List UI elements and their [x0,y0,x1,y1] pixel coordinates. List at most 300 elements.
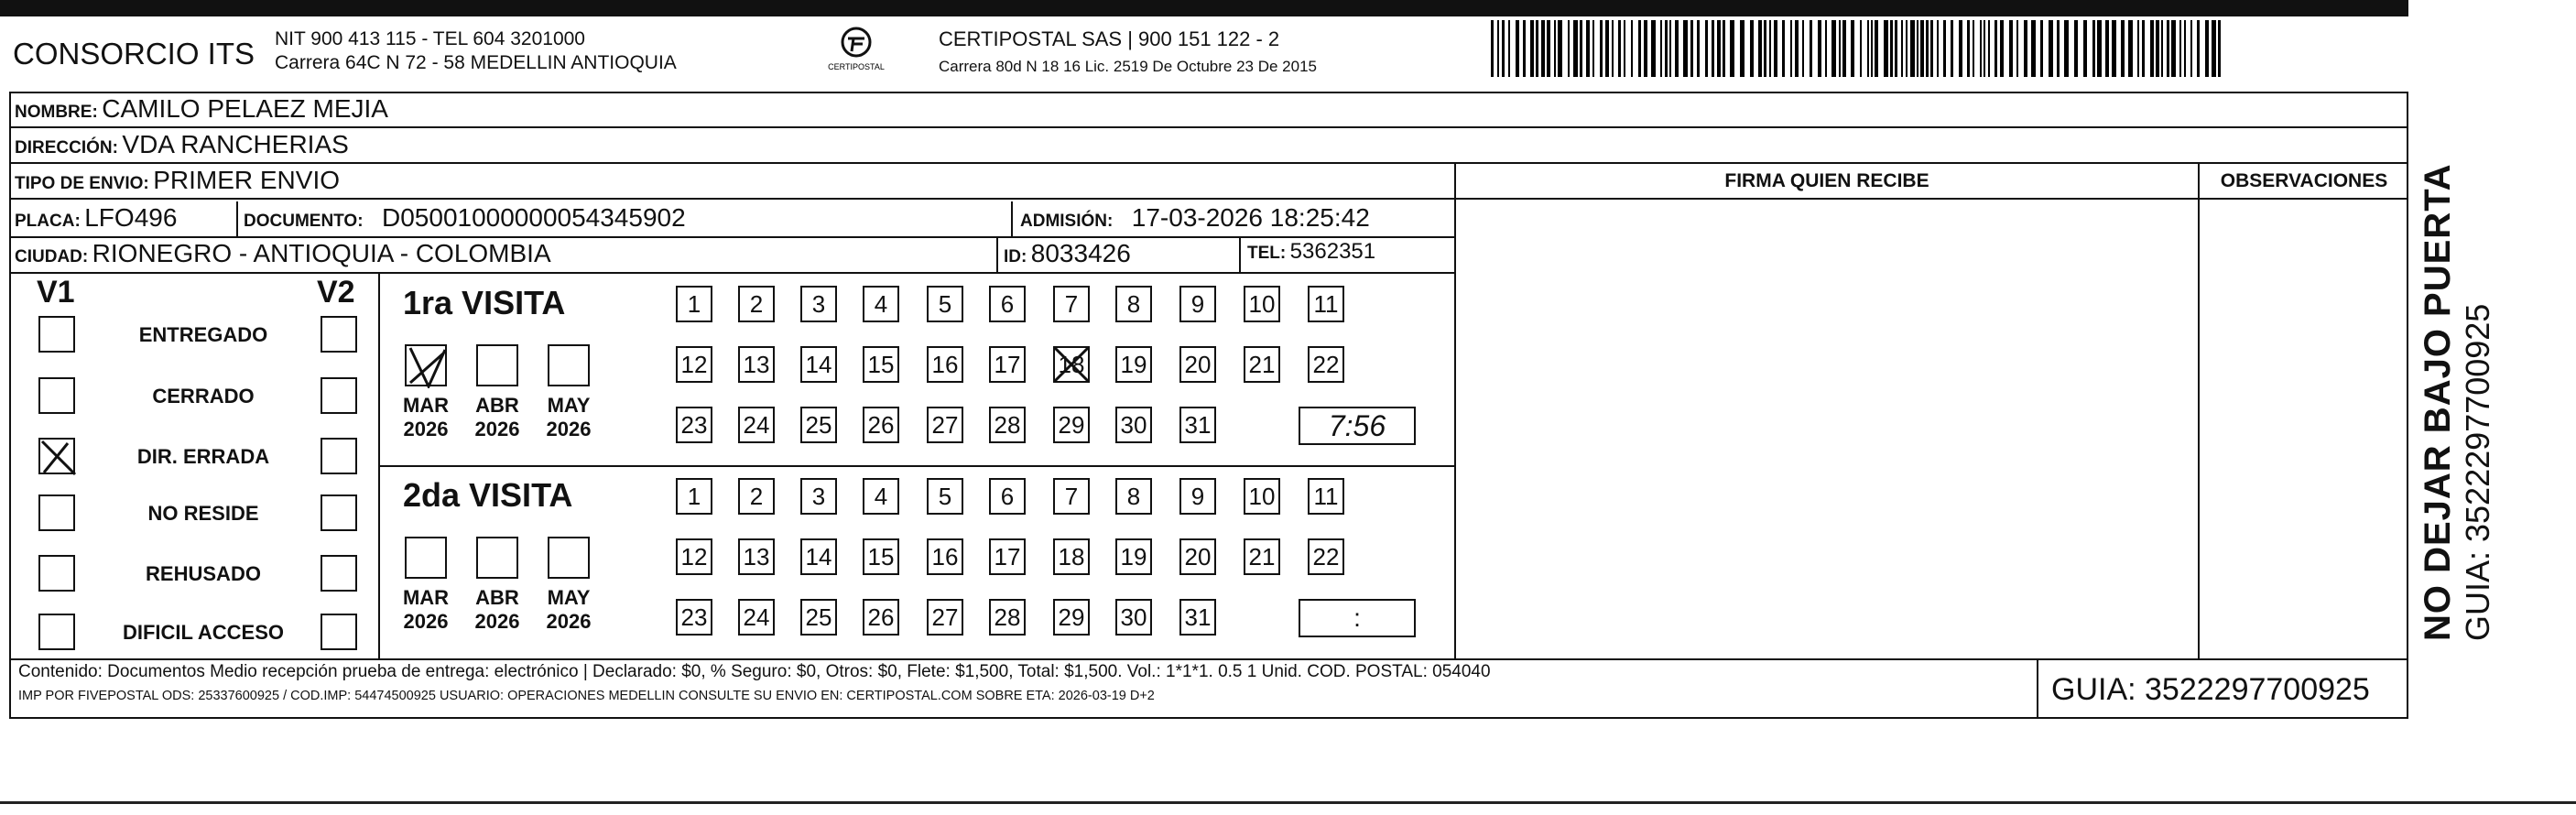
month-checkbox[interactable] [476,344,518,386]
direccion-row [15,130,349,159]
day-box[interactable] [1053,286,1090,322]
day-number: 18 [1058,543,1085,570]
v2-header: V2 [317,275,355,310]
day-number: 11 [1313,483,1339,510]
month-checkbox[interactable] [405,344,447,386]
barcode-bar [2184,20,2186,77]
barcode-bar [1541,20,1545,77]
day-box[interactable] [1308,346,1344,383]
barcode-bar [1810,20,1812,77]
barcode-bar [1790,20,1792,77]
day-box[interactable] [800,346,837,383]
barcode-bar [2167,20,2169,77]
status-v1-checkbox[interactable] [38,316,75,353]
day-number: 22 [1312,543,1340,570]
barcode-bar [1523,20,1526,77]
observaciones-header: OBSERVACIONES [2220,170,2388,191]
day-box[interactable] [738,407,775,443]
barcode-bar [1988,20,1990,77]
barcode-bar [1705,20,1708,77]
barcode-bar [1884,20,1888,77]
month-checkbox[interactable] [476,537,518,579]
barcode-bar [2156,20,2159,77]
day-number: 31 [1184,603,1212,631]
barcode-bar [1712,20,1714,77]
barcode-bar [1586,20,1590,77]
barcode-bar [1917,20,1918,77]
day-box[interactable] [1244,286,1280,322]
day-box[interactable] [1115,478,1152,515]
day-box[interactable] [800,599,837,636]
day-box[interactable] [676,346,712,383]
month-name: ABR [475,586,519,609]
day-number: 14 [805,351,832,378]
day-box[interactable] [1179,286,1216,322]
day-number: 11 [1313,290,1339,318]
day-number: 3 [811,483,826,510]
month-label [394,586,458,634]
firma-header: FIRMA QUIEN RECIBE [1724,170,1929,191]
barcode-bar [1937,20,1939,77]
barcode-bar [1774,20,1777,77]
day-box[interactable] [738,286,775,322]
day-box[interactable] [989,599,1026,636]
day-box[interactable] [927,286,963,322]
id-value: 8033426 [1030,239,1131,267]
divider [9,658,2408,660]
month-label [465,394,529,441]
admision-label: ADMISIÓN: [1020,212,1114,231]
day-box[interactable] [800,286,837,322]
barcode-bar [2074,20,2078,77]
status-v2-checkbox[interactable] [321,614,357,650]
day-number: 26 [867,411,895,439]
barcode-bar [1592,20,1594,77]
day-number: 4 [874,483,888,510]
contenido-line: Contenido: Documentos Medio recepción prueba de entrega: electrónico | Declarado: $0, % Seguro: $0, Otros: $0, Flete: $1,500, Total: $1,500. Vol.: 1*1*1. 0.5 1 Unid. COD. POSTAL: 054040 [18,662,1491,681]
tipo-value: PRIMER ENVIO [153,166,341,194]
status-label: CERRADO [152,385,255,408]
day-box[interactable] [1308,538,1344,575]
v1-header: V1 [37,275,75,310]
day-number: 25 [805,411,832,439]
barcode-bar [1497,20,1499,77]
tel-field [1247,239,1375,265]
day-box[interactable] [927,599,963,636]
month-name: ABR [475,394,519,417]
status-v2-checkbox[interactable] [321,316,357,353]
barcode-bar [1547,20,1550,77]
barcode-bar [1717,20,1721,77]
status-label: DIR. ERRADA [136,445,270,468]
divider [1239,236,1241,272]
day-box[interactable] [1179,538,1216,575]
barcode-bar [1851,20,1854,77]
barcode-bar [1644,20,1647,77]
certipostal-logo [824,24,888,77]
day-number: 24 [743,603,770,631]
day-box[interactable] [1115,538,1152,575]
day-number: 5 [938,483,952,510]
month-name: MAY [547,394,591,417]
day-box[interactable] [676,478,712,515]
status-v2-checkbox[interactable] [321,377,357,414]
day-box[interactable] [989,538,1026,575]
barcode-bar [1984,20,1985,77]
day-box[interactable] [1179,346,1216,383]
barcode-bar [1758,20,1762,77]
status-v1-checkbox[interactable] [38,614,75,650]
barcode-bar [1605,20,1609,77]
visit-title: 2da VISITA [403,476,573,514]
day-box[interactable] [1115,407,1152,443]
company-nit: NIT 900 413 115 - TEL 604 3201000 [275,28,585,49]
direccion-value: VDA RANCHERIAS [122,130,349,158]
day-number: 30 [1120,411,1147,439]
tipo-row [15,166,340,195]
day-box[interactable] [738,599,775,636]
month-year: 2026 [474,418,520,440]
day-box[interactable] [800,407,837,443]
guia-footer: GUIA: 3522297700925 [2051,672,2370,707]
barcode-bar [2097,20,2102,77]
day-number: 7 [1064,483,1079,510]
day-box[interactable] [927,407,963,443]
day-number: 1 [687,483,701,510]
barcode-bar [1994,20,1997,77]
status-v2-checkbox[interactable] [321,555,357,592]
day-box[interactable] [927,346,963,383]
day-box[interactable] [1053,478,1090,515]
day-box[interactable] [863,407,899,443]
day-number: 12 [680,543,708,570]
barcode-bar [1980,20,1982,77]
divider [1454,162,1456,658]
barcode-bar [1901,20,1903,77]
barcode-bar [2179,20,2181,77]
barcode-bar [1875,20,1878,77]
logo-text: CERTIPOSTAL [828,62,885,71]
barcode-bar [1920,20,1924,77]
barcode-bar [2205,20,2209,77]
side-warning [2418,163,2497,641]
barcode-bar [1669,20,1671,77]
barcode-bar [2190,20,2192,77]
barcode-bar [1802,20,1804,77]
barcode-bar [1665,20,1668,77]
placa-field [15,203,177,233]
barcode-bar [1723,20,1725,77]
day-number: 28 [994,411,1021,439]
barcode-bar [2128,20,2133,77]
barcode-bar [1730,20,1734,77]
month-label [465,586,529,634]
tel-value: 5362351 [1289,239,1376,264]
day-number: 29 [1058,603,1085,631]
day-box[interactable] [1308,286,1344,322]
day-box[interactable] [989,407,1026,443]
visit-title: 1ra VISITA [403,284,566,321]
id-label: ID: [1004,247,1027,266]
status-v1-checkbox[interactable] [38,377,75,414]
day-number: 27 [931,603,959,631]
day-box[interactable] [676,407,712,443]
barcode-bar [2009,20,2013,77]
bottom-line [0,801,2576,804]
day-number: 15 [867,543,895,570]
nombre-label: NOMBRE: [15,103,98,122]
barcode-bar [2049,20,2053,77]
barcode-bar [1973,20,1974,77]
barcode-bar [1906,20,1908,77]
barcode-bar [1825,20,1827,77]
day-box[interactable] [927,538,963,575]
barcode-bar [1895,20,1897,77]
day-number: 7 [1064,290,1079,318]
side-warning-text: NO DEJAR BAJO PUERTA [2418,163,2458,641]
day-number: 8 [1126,483,1141,510]
time-field[interactable]: 7:56 [1299,407,1416,445]
barcode-bar [2000,20,2004,77]
day-box[interactable] [738,538,775,575]
day-box[interactable] [676,599,712,636]
day-box[interactable] [1053,538,1090,575]
barcode-bar [1573,20,1578,77]
day-number: 13 [743,351,770,378]
day-box[interactable] [989,286,1026,322]
barcode-bar [1890,20,1893,77]
barcode-bar [1558,20,1562,77]
day-box[interactable] [1179,478,1216,515]
barcode-bar [2016,20,2018,77]
divider [996,236,998,272]
documento-value: D05001000000054345902 [382,203,686,232]
day-box[interactable] [676,286,712,322]
barcode-bar [1926,20,1929,77]
barcode-bar [1842,20,1846,77]
barcode-icon [1491,20,2231,77]
status-v2-checkbox[interactable] [321,438,357,474]
day-number: 8 [1126,290,1141,318]
day-number: 27 [931,411,959,439]
month-year: 2026 [403,610,449,633]
month-checkbox[interactable] [548,344,590,386]
documento-field [244,203,686,233]
barcode-bar [1631,20,1633,77]
day-box[interactable] [863,538,899,575]
status-v1-checkbox[interactable] [38,494,75,531]
barcode-bar [1580,20,1582,77]
month-year: 2026 [546,610,592,633]
day-number: 1 [687,290,701,318]
barcode-bar [1871,20,1873,77]
day-number: 30 [1120,603,1147,631]
status-label: NO RESIDE [147,502,259,525]
month-name: MAY [547,586,591,609]
day-number: 15 [867,351,895,378]
day-box[interactable] [1115,346,1152,383]
status-label: DIFICIL ACCESO [122,621,284,644]
admision-value: 17-03-2026 18:25:42 [1131,203,1370,232]
day-box[interactable] [1053,346,1090,383]
day-box[interactable] [676,538,712,575]
divider [2198,162,2200,658]
barcode-bar [2083,20,2087,77]
top-black-bar [0,0,2408,16]
barcode-bar [1690,20,1693,77]
day-number: 4 [874,290,888,318]
divider [236,201,238,236]
day-box[interactable] [800,538,837,575]
barcode-bar [2161,20,2163,77]
day-box[interactable] [1244,538,1280,575]
barcode-bar [2064,20,2069,77]
barcode-bar [2092,20,2095,77]
barcode-bar [1930,20,1933,77]
ciudad-field [15,239,551,268]
barcode-bar [1769,20,1771,77]
day-number: 20 [1184,351,1212,378]
barcode-bar [2218,20,2221,77]
day-box[interactable] [863,599,899,636]
tel-label: TEL: [1247,244,1287,263]
month-label [537,394,601,441]
day-number: 17 [994,351,1021,378]
day-number: 25 [805,603,832,631]
day-number: 18 [1058,351,1085,378]
barcode-bar [1910,20,1915,77]
day-box[interactable] [863,286,899,322]
barcode-bar [1951,20,1953,77]
month-name: MAR [402,394,450,417]
company-name: CONSORCIO ITS [13,37,255,71]
day-box[interactable] [989,478,1026,515]
status-v1-checkbox[interactable] [38,555,75,592]
day-number: 16 [931,543,959,570]
day-box[interactable] [1179,599,1216,636]
barcode-bar [2031,20,2036,77]
barcode-bar [1795,20,1799,77]
time-field[interactable]: : [1299,599,1416,637]
day-cross-mark [1053,346,1090,383]
barcode-bar [1839,20,1841,77]
day-number: 17 [994,543,1021,570]
divider [378,465,1456,467]
day-box[interactable] [1115,599,1152,636]
barcode-bar [1618,20,1621,77]
barcode-bar [2212,20,2216,77]
day-number: 6 [1000,483,1015,510]
day-number: 9 [1190,290,1205,318]
day-box[interactable] [1053,599,1090,636]
barcode-bar [1502,20,1505,77]
day-box[interactable] [1244,346,1280,383]
barcode-bar [1508,20,1510,77]
day-number: 14 [805,543,832,570]
month-checkbox[interactable] [405,537,447,579]
month-year: 2026 [403,418,449,440]
barcode-bar [1624,20,1625,77]
barcode-bar [1697,20,1700,77]
day-box[interactable] [1053,407,1090,443]
barcode-bar [1651,20,1656,77]
day-box[interactable] [800,478,837,515]
day-box[interactable] [1244,478,1280,515]
day-box[interactable] [738,478,775,515]
barcode-bar [1831,20,1836,77]
barcode-bar [1600,20,1603,77]
day-box[interactable] [927,478,963,515]
divider [378,272,380,658]
barcode-bar [2142,20,2145,77]
day-box[interactable] [1179,407,1216,443]
day-box[interactable] [1115,286,1152,322]
status-label: ENTREGADO [138,323,268,346]
month-label [537,586,601,634]
barcode-bar [1764,20,1766,77]
barcode-bar [1967,20,1970,77]
barcode-bar [2057,20,2060,77]
ciudad-label: CIUDAD: [15,247,89,266]
day-number: 6 [1000,290,1015,318]
day-number: 22 [1312,351,1340,378]
day-box[interactable] [1308,478,1344,515]
imp-line: IMP POR FIVEPOSTAL ODS: 25337600925 / COD.IMP: 54474500925 USUARIO: OPERACIONES MEDELLIN CONSULTE SU ENVIO EN: CERTIPOSTAL.COM SOBRE ETA: 2026-03-19 D+2 [18,689,1155,703]
divider [2037,658,2038,719]
barcode-bar [2171,20,2176,77]
barcode-bar [1638,20,1641,77]
day-number: 31 [1184,411,1212,439]
day-number: 16 [931,351,959,378]
barcode-bar [1660,20,1662,77]
day-number: 24 [743,411,770,439]
day-number: 19 [1120,351,1147,378]
barcode-bar [1818,20,1821,77]
day-number: 3 [811,290,826,318]
placa-value: LFO496 [84,203,178,232]
company-info [275,27,677,75]
day-number: 21 [1248,351,1276,378]
divider [9,272,1456,274]
month-checkbox[interactable] [548,537,590,579]
barcode-bar [1568,20,1570,77]
day-number: 2 [749,290,764,318]
day-number: 5 [938,290,952,318]
status-v2-checkbox[interactable] [321,494,357,531]
barcode-bar [1683,20,1688,77]
barcode-bar [1860,20,1862,77]
day-number: 29 [1058,411,1085,439]
barcode-bar [1782,20,1785,77]
day-box[interactable] [863,346,899,383]
day-box[interactable] [989,346,1026,383]
barcode-bar [2112,20,2116,77]
day-number: 10 [1248,290,1276,318]
day-box[interactable] [863,478,899,515]
status-v1-checkbox[interactable] [38,438,75,474]
carrier-line2: Carrera 80d N 18 16 Lic. 2519 De Octubre 23 De 2015 [939,58,1317,75]
month-year: 2026 [546,418,592,440]
day-number: 2 [749,483,764,510]
barcode-bar [2197,20,2200,77]
barcode-bar [1867,20,1869,77]
day-number: 26 [867,603,895,631]
day-box[interactable] [738,346,775,383]
day-number: 12 [680,351,708,378]
day-number: 19 [1120,543,1147,570]
day-number: 23 [680,411,708,439]
barcode-bar [2024,20,2027,77]
